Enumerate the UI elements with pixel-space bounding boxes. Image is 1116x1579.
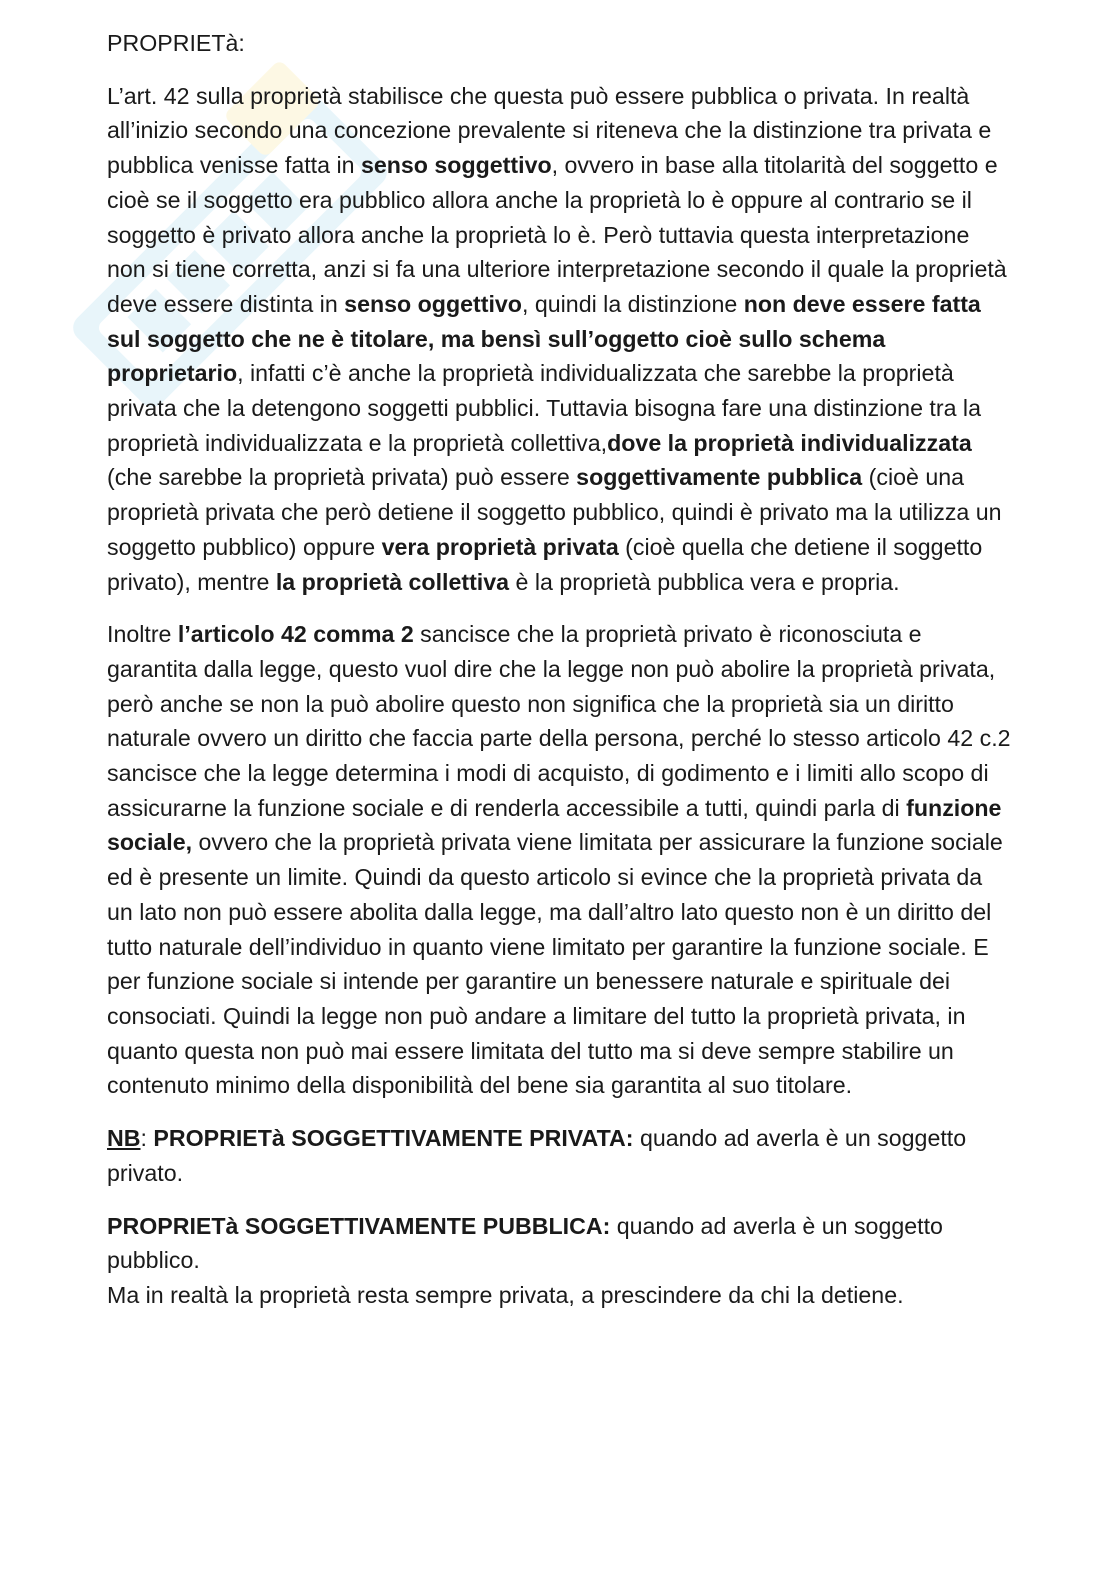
closing-line: Ma in realtà la proprietà resta sempre privata, a prescindere da chi la detiene. [107,1281,904,1308]
paragraph2-run: Inoltre [107,621,178,648]
paragraph1-run: L’art. 42 sulla proprietà stabilisce che questa può essere pubblica o privata. In realtà all’inizio secondo una concezione prevalente si riteneva che la distinzione tra privata e pubblica venisse fatta in [107,82,992,179]
nb-text: quando ad averla è un soggetto privato. [107,1125,967,1186]
paragraph1-run: , infatti c’è anche la proprietà individualizzata che sarebbe la proprietà privata che la detengono soggetti pubblici. Tuttavia bisogna fare una distinzione tra la proprietà individualizzata e la proprietà collettiva, [107,360,981,456]
paragraph2-run: sancisce che la proprietà privato è riconosciuta e garantita dalla legge, questo vuol dire che la legge non può abolire la proprietà privata, però anche se non la può abolire questo non significa che la proprietà sia un diritto naturale ovvero un diritto che faccia parte della persona, perché lo stesso articolo 42 c.2 sancisce che la legge determina i modi di acquisto, di godimento e i limiti allo scopo di assicurarne la funzione sociale e di renderla accessibile a tutti, quindi parla di [107,621,1011,821]
paragraph-nb [107,1121,1012,1190]
public-heading: PROPRIETà SOGGETTIVAMENTE PUBBLICA: [107,1212,611,1239]
paragraph1-run: , ovvero in base alla titolarità del soggetto e cioè se il soggetto era pubblico allora anche la proprietà lo è oppure al contrario se il soggetto è privato allora anche la proprietà lo è. Però tuttavia questa interpretazione non si tiene corretta, anzi si fa una ulteriore interpretazione secondo il quale la proprietà deve essere distinta in [107,152,1007,317]
paragraph1-run: è la proprietà pubblica vera e propria. [509,568,900,595]
nb-heading: PROPRIETà SOGGETTIVAMENTE PRIVATA: [153,1125,634,1152]
paragraph-ownership-definition [107,79,1012,600]
paragraph2-run: funzione sociale, [107,794,1002,856]
paragraph1-run: soggettivamente pubblica [576,464,863,491]
paragraph1-run: senso soggettivo [360,152,552,179]
paragraph1-run: dove la proprietà individualizzata [607,429,972,456]
nb-separator: : [140,1125,154,1152]
paragraph2-run: ovvero che la proprietà privata viene limitata per assicurare la funzione sociale ed è presente un limite. Quindi da questo articolo si evince che la proprietà privata da un lato non può essere abolita dalla legge, ma dall’altro lato questo non è un diritto del tutto naturale dell’individuo in quanto viene limitato per garantire la funzione sociale. E per funzione sociale si intende per garantire un benessere naturale e spirituale dei consociati. Quindi la legge non può andare a limitare del tutto la proprietà privata, in quanto questa non può mai essere limitata del tutto ma si deve sempre stabilire un contenuto minimo della disponibilità del bene sia garantita al suo titolare. [107,829,1003,1099]
paragraph1-run: la proprietà collettiva [275,568,510,595]
paragraph2-run: l’articolo 42 comma 2 [177,621,414,648]
page-title: PROPRIETà: [107,30,245,56]
paragraph1-run: vera proprietà privata [381,533,619,560]
paragraph1-run: (cioè una proprietà privata che però detiene il soggetto pubblico, quindi è privato ma la utilizza un soggetto pubblico) oppure [107,464,1002,560]
nb-label: NB [107,1125,141,1152]
public-text: quando ad averla è un soggetto pubblico. [107,1212,943,1274]
paragraph1-run: non deve essere fatta sul soggetto che ne è titolare, ma bensì sull’oggetto cioè sullo schema proprietario [107,290,981,387]
paragraph1-run: , quindi la distinzione [521,290,744,317]
paragraph1-run: (che sarebbe la proprietà privata) può essere [107,464,577,491]
paragraph1-run: senso oggettivo [344,290,522,317]
paragraph-article-42 [107,617,1012,1103]
paragraph-public [107,1209,1012,1278]
document-body [107,26,1012,1313]
paragraph1-run: (cioè quella che detiene il soggetto privato), mentre [107,533,983,595]
